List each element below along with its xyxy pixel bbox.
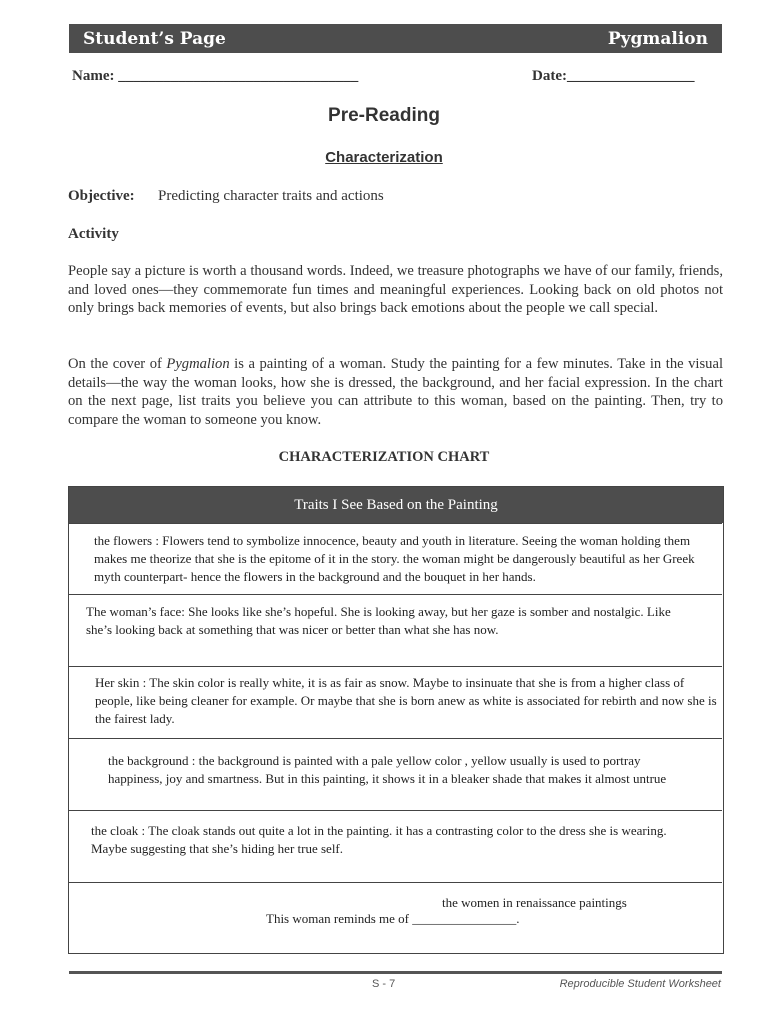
activity-paragraph-1: People say a picture is worth a thousand words. Indeed, we treasure photographs we have of our family, friends, and loved ones—they commemorate fun times and meaningful experiences. Looking back on old photos not only brings back memories of events, but also brings back emotions about the people we call special.	[68, 263, 723, 317]
chart-row[interactable]	[69, 738, 722, 810]
chart-row-text: the flowers : Flowers tend to symbolize innocence, beauty and youth in literature. Seeing the woman holding them makes me theorize that she is the epitome of it in the story. the woman might be dangerously beautiful as her Greek myth counterpart- hence the flowers in the background and the bouquet in her hands.	[94, 533, 695, 584]
objective-text: Predicting character traits and actions	[158, 188, 384, 204]
activity-label: Activity	[68, 226, 119, 242]
header-bar	[69, 24, 722, 53]
name-field[interactable]: Name: ________________________________	[72, 68, 359, 84]
objective-line	[68, 188, 728, 205]
name-date-row	[72, 68, 712, 88]
chart-row[interactable]	[69, 523, 722, 594]
objective-label: Objective:	[68, 188, 135, 204]
footer-caption: Reproducible Student Worksheet	[559, 978, 721, 990]
chart-row-text: the background : the background is painted with a pale yellow color , yellow usually is used to portray happiness, joy and smartness. But in this painting, it shows it in a bleaker shade that makes it almost untrue	[108, 753, 667, 786]
header-right-title: Pygmalion	[607, 28, 708, 49]
page-number: S - 7	[372, 978, 396, 990]
date-field[interactable]: Date:_________________	[532, 68, 695, 84]
activity-paragraph-2	[68, 355, 723, 429]
para2-book-title: Pygmalion	[166, 356, 230, 372]
chart-row[interactable]	[69, 666, 722, 738]
comparison-answer: the women in renaissance paintings	[442, 895, 627, 910]
para2-after: is a painting of a woman. Study the painting for a few minutes. Take in the visual details—the way the woman looks, how she is dressed, the background, and her facial expression. In the chart on the next page, list traits you believe you can attribute to this woman, based on the painting. Then, try to compare the woman to someone you know.	[68, 356, 723, 428]
chart-row-text: Her skin : The skin color is really white, it is as fair as snow. Maybe to insinuate that she is from a higher class of people, like being cleaner for example. Or maybe that she is born anew as white is associated for rebirth and now she is the fairest lady.	[95, 675, 717, 726]
section-subtitle: Characterization	[325, 149, 443, 166]
comparison-prompt: This woman reminds me of ________________.	[266, 911, 520, 926]
chart-title: CHARACTERIZATION CHART	[278, 449, 490, 465]
characterization-chart	[68, 486, 724, 954]
header-left-title: Student’s Page	[83, 28, 226, 49]
chart-row[interactable]	[69, 810, 722, 882]
chart-row[interactable]	[69, 594, 722, 666]
para2-before: On the cover of	[68, 356, 167, 372]
page-title: Pre-Reading	[328, 105, 440, 126]
chart-row-text: the cloak : The cloak stands out quite a lot in the painting. it has a contrasting color to the dress she is wearing. Maybe suggesting that she’s hiding her true self.	[91, 823, 667, 856]
chart-row-text: The woman’s face: She looks like she’s hopeful. She is looking away, but her gaze is somber and nostalgic. Like she’s looking back at something that was nicer or better than what she has now.	[86, 604, 671, 637]
chart-row-comparison[interactable]	[69, 882, 722, 952]
chart-header: Traits I See Based on the Painting	[69, 487, 723, 523]
footer-divider	[69, 971, 722, 974]
